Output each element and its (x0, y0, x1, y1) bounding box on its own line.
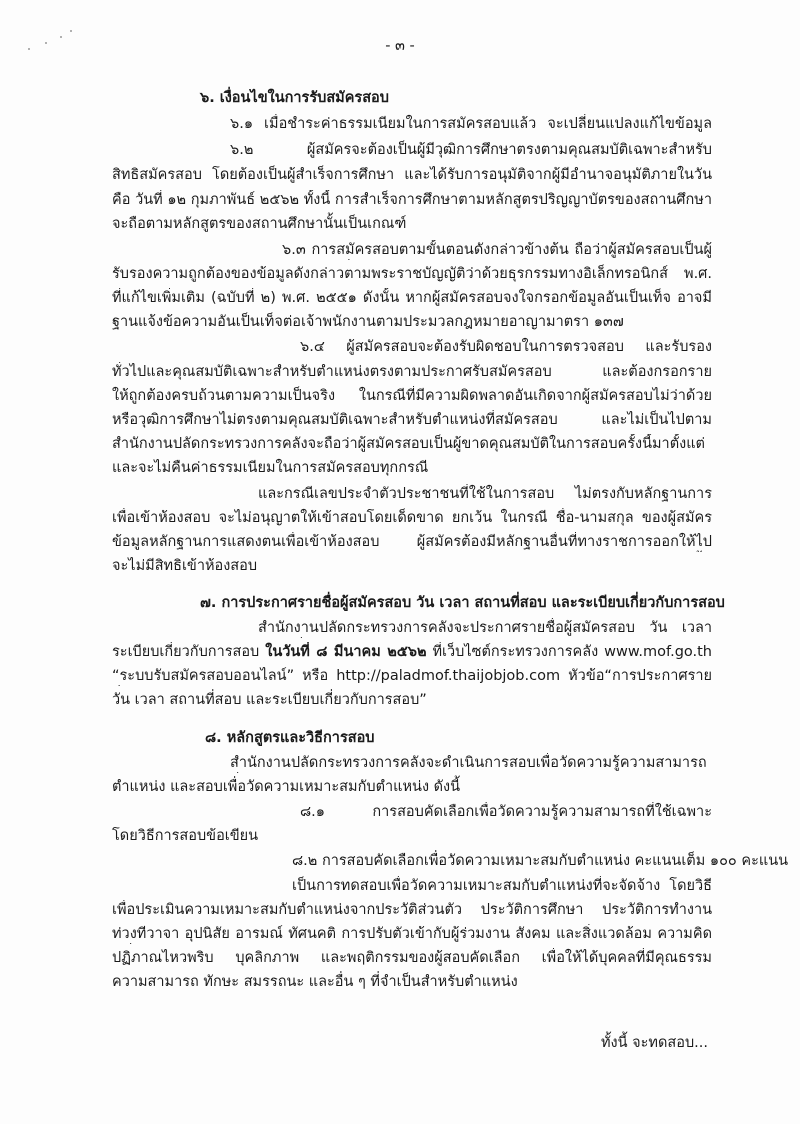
para-line: เพื่อประเมินความเหมาะสมกับตำแหน่งจากประวัติส่วนตัว ประวัติการศึกษา ประวัติการทำงาน (112, 902, 712, 918)
para-line: สำนักงานปลัดกระทรวงการคลังจะดำเนินการสอบเพื่อวัดความรู้ความสามารถ (230, 755, 707, 771)
para-line: ๖.๒ ผู้สมัครจะต้องเป็นผู้มีวุฒิการศึกษาตรงตามคุณสมบัติเฉพาะสำหรับ (230, 142, 712, 158)
para-line: สำนักงานปลัดกระทรวงการคลังจะถือว่าผู้สมัครสอบเป็นผู้ขาดคุณสมบัติในการสอบครั้งนี้มาตั้งแต่ (112, 436, 705, 452)
continuation-text: ทั้งนี้ จะทดสอบ... (600, 1035, 708, 1051)
section-6-heading: ๖. เงื่อนไขในการรับสมัครสอบ (200, 90, 389, 106)
para-line: โดยวิธีการสอบข้อเขียน (112, 828, 259, 844)
para-line: ๖.๑ เมื่อชำระค่าธรรมเนียมในการสมัครสอบแล้ว จะเปลี่ยนแปลงแก้ไขข้อมูล (230, 116, 712, 132)
para-line: ๘.๑ การสอบคัดเลือกเพื่อวัดความรู้ความสามารถที่ใช้เฉพาะ (300, 804, 712, 820)
section-7-heading: ๗. การประกาศรายชื่อผู้สมัครสอบ วัน เวลา สถานที่สอบ และระเบียบเกี่ยวกับการสอบ (200, 595, 725, 611)
para-line: ตำแหน่ง และสอบเพื่อวัดความเหมาะสมกับตำแหน่ง ดังนี้ (112, 779, 461, 795)
section-8-heading: ๘. หลักสูตรและวิธีการสอบ (205, 730, 375, 746)
para-line: เพื่อเข้าห้องสอบ จะไม่อนุญาตให้เข้าสอบโดยเด็ดขาด ยกเว้น ในกรณี ชื่อ-นามสกุล ของผู้สมัคร (112, 510, 712, 526)
scan-speck (70, 30, 72, 32)
para-line: ๖.๓ การสมัครสอบตามขั้นตอนดังกล่าวข้างต้น ถือว่าผู้สมัครสอบเป็นผู้ (282, 242, 712, 258)
para-line: ทั่วไปและคุณสมบัติเฉพาะสำหรับตำแหน่งตรงตามประกาศรับสมัครสอบ และต้องกรอกราย (112, 364, 712, 380)
para-line: ฐานแจ้งข้อความอันเป็นเท็จต่อเจ้าพนักงานตามประมวลกฎหมายอาญามาตรา ๑๓๗ (112, 314, 624, 330)
para-line: รับรองความถูกต้องของข้อมูลดังกล่าวตามพระราชบัญญัติว่าด้วยธุรกรรมทางอิเล็กทรอนิกส์ พ.ศ. (112, 266, 712, 282)
text-segment: ระเบียบเกี่ยวกับการสอบ (112, 644, 266, 660)
para-line: ๘.๒ การสอบคัดเลือกเพื่อวัดความเหมาะสมกับตำแหน่ง คะแนนเต็ม ๑๐๐ คะแนน (292, 853, 789, 869)
para-line: จะไม่มีสิทธิเข้าห้องสอบ (112, 558, 258, 574)
para-line: วัน เวลา สถานที่สอบ และระเบียบเกี่ยวกับการสอบ” (112, 692, 427, 708)
para-line: ท่วงทีวาจา อุปนิสัย อารมณ์ ทัศนคติ การปรับตัวเข้ากับผู้ร่วมงาน สังคม และสิ่งแวดล้อม ความคิด (112, 926, 712, 942)
para-line: “ระบบรับสมัครสอบออนไลน์” หรือ http://paladmof.thaijobjob.com หัวข้อ“การประกาศราย (112, 668, 712, 684)
para-line: ปฏิภาณไหวพริบ บุคลิกภาพ และพฤติกรรมของผู้สอบคัดเลือก เพื่อให้ได้บุคคลที่มีคุณธรรม (112, 950, 712, 966)
para-line: จะถือตามหลักสูตรของสถานศึกษานั้นเป็นเกณฑ์ (112, 216, 407, 232)
para-line: ข้อมูลหลักฐานการแสดงตนเพื่อเข้าห้องสอบ ผู้สมัครต้องมีหลักฐานอื่นที่ทางราชการออกให้ไป (112, 534, 712, 550)
announcement-date: ในวันที่ ๘ มีนาคม ๒๕๖๒ (265, 644, 427, 660)
para-line: และกรณีเลขประจำตัวประชาชนที่ใช้ในการสอบ ไม่ตรงกับหลักฐานการ (258, 486, 712, 502)
para-line: ให้ถูกต้องครบถ้วนตามความเป็นจริง ในกรณีที่มีความผิดพลาดอันเกิดจากผู้สมัครสอบไม่ว่าด้วย (112, 388, 712, 404)
para-line: ที่แก้ไขเพิ่มเติม (ฉบับที่ ๒) พ.ศ. ๒๕๕๑ ดังนั้น หากผู้สมัครสอบจงใจกรอกข้อมูลอันเป็นเท็จ อาจมี (112, 290, 712, 306)
para-line: ๖.๔ ผู้สมัครสอบจะต้องรับผิดชอบในการตรวจสอบ และรับรอง (300, 339, 712, 355)
para-line: เป็นการทดสอบเพื่อวัดความเหมาะสมกับตำแหน่งที่จะจัดจ้าง โดยวิธี (292, 878, 712, 894)
para-line: และจะไม่คืนค่าธรรมเนียมในการสมัครสอบทุกกรณี (112, 460, 429, 476)
para-line: หรือวุฒิการศึกษาไม่ตรงตามคุณสมบัติเฉพาะสำหรับตำแหน่งที่สมัครสอบ และไม่เป็นไปตาม (112, 412, 712, 428)
para-line: สำนักงานปลัดกระทรวงการคลังจะประกาศรายชื่อผู้สมัครสอบ วัน เวลา (258, 620, 712, 636)
para-line: สิทธิสมัครสอบ โดยต้องเป็นผู้สำเร็จการศึกษา และได้รับการอนุมัติจากผู้มีอำนาจอนุมัติภายในวัน (112, 167, 712, 183)
para-line: คือ วันที่ ๑๒ กุมภาพันธ์ ๒๕๖๒ ทั้งนี้ การสำเร็จการศึกษาตามหลักสูตรปริญญาบัตรของสถานศึกษา (112, 192, 712, 208)
para-line: ความสามารถ ทักษะ สมรรถนะ และอื่น ๆ ที่จำเป็นสำหรับตำแหน่ง (112, 974, 518, 990)
para-line (112, 642, 712, 662)
text-segment: ที่เว็บไซต์กระทรวงการคลัง www.mof.go.th (432, 644, 712, 660)
page-number: - ๓ - (385, 38, 415, 54)
